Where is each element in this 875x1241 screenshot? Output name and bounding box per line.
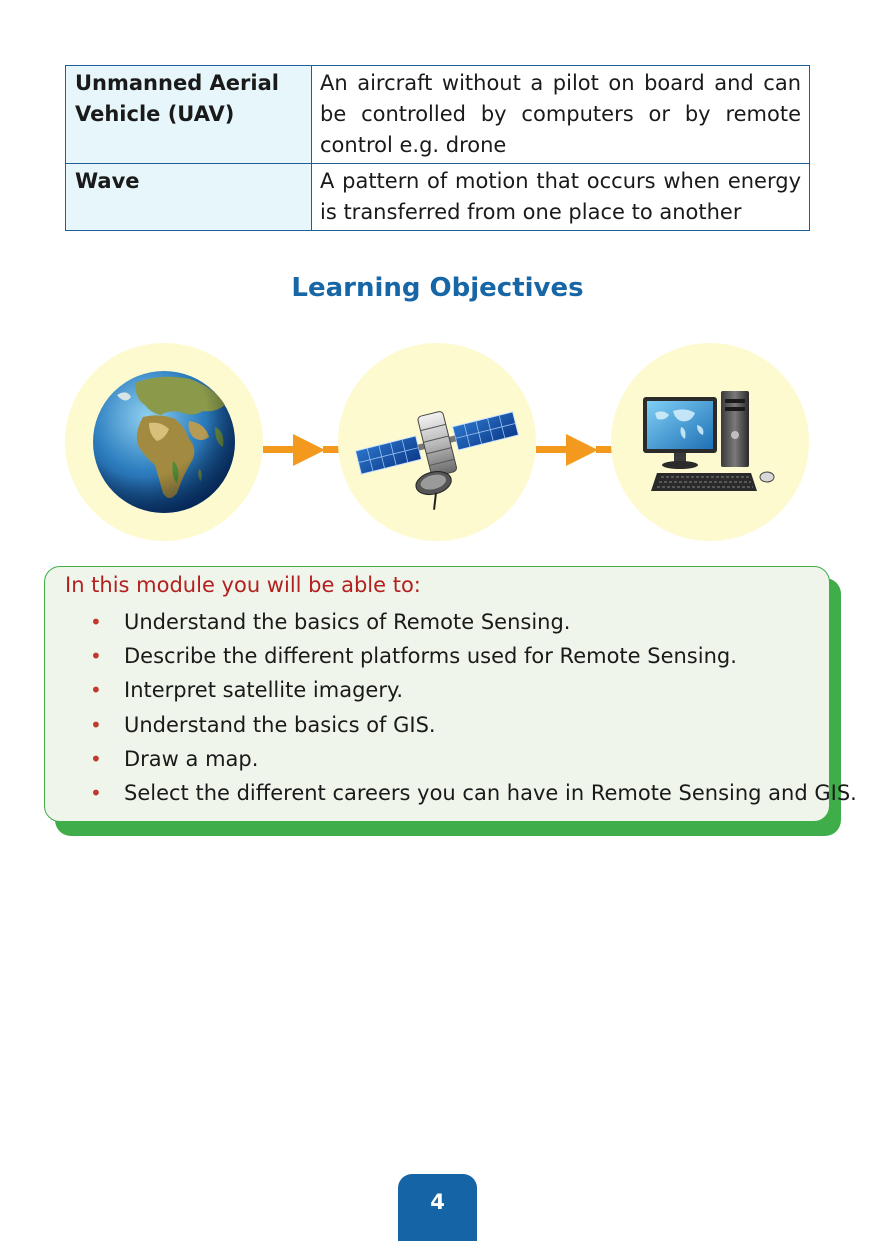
computer-circle [611, 343, 809, 541]
bullet: • [90, 678, 102, 703]
list-item [85, 778, 857, 812]
bullet: • [90, 712, 102, 737]
objective-text: Describe the different platforms used for Remote Sensing. [124, 644, 737, 669]
objective-text: Understand the basics of Remote Sensing. [124, 610, 571, 634]
list-item [85, 641, 857, 675]
bullet: • [90, 780, 102, 805]
bullet: • [90, 610, 102, 634]
objective-text: Draw a map. [124, 746, 259, 771]
list-item [85, 607, 857, 641]
satellite-icon [338, 343, 536, 541]
desktop-computer-icon [611, 343, 809, 541]
objectives-list [85, 607, 857, 812]
bullet: • [90, 644, 102, 669]
glossary-definition: A pattern of motion that occurs when energy is transferred from one place to another [312, 164, 810, 231]
list-item [85, 710, 857, 744]
objective-text: Understand the basics of GIS. [124, 712, 436, 737]
glossary-term: Unmanned Aerial Vehicle (UAV) [66, 66, 312, 164]
bullet: • [90, 746, 102, 771]
earth-globe-icon [65, 343, 263, 541]
objectives-card [44, 566, 857, 822]
flow-arrow [536, 430, 612, 470]
earth-circle [65, 343, 263, 541]
page-number: 4 [430, 1190, 445, 1214]
glossary-term: Wave [66, 164, 312, 231]
objective-text: Interpret satellite imagery. [124, 678, 404, 703]
objective-text: Select the different careers you can have in Remote Sensing and GIS. [124, 780, 857, 805]
section-title: Learning Objectives [291, 273, 584, 303]
objectives-intro: In this module you will be able to: [65, 573, 421, 597]
list-item [85, 744, 857, 778]
flow-arrow [263, 430, 339, 470]
satellite-circle [338, 343, 536, 541]
page-number-tab [398, 1174, 477, 1241]
list-item [85, 675, 857, 709]
glossary-row [66, 164, 810, 231]
glossary-row [66, 66, 810, 164]
glossary-table [65, 65, 810, 231]
glossary-definition: An aircraft without a pilot on board and can be controlled by computers or by remote control e.g. drone [312, 66, 810, 164]
